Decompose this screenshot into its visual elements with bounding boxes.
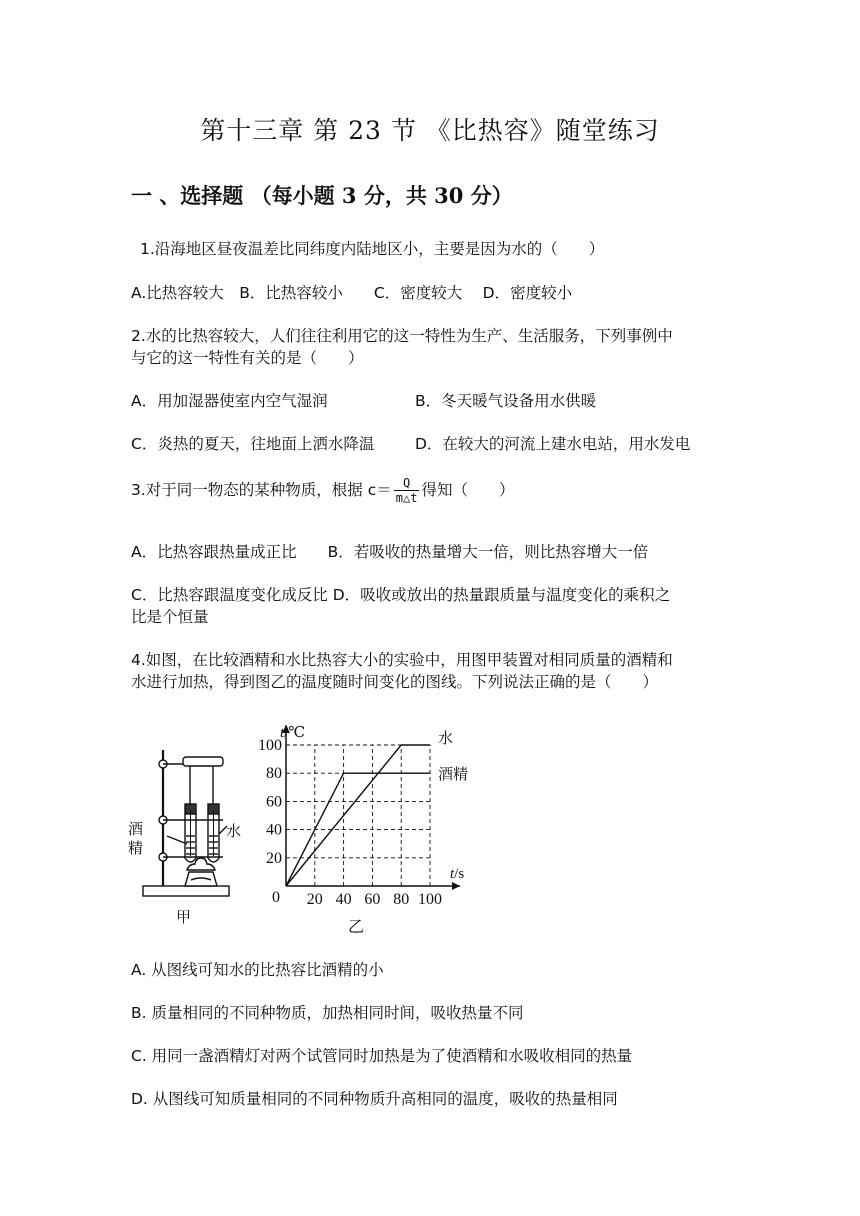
page-title: 第十三章 第 23 节 《比热容》随堂练习 — [200, 116, 660, 145]
q4-stem-line1: 4.如图，在比较酒精和水比热容大小的实验中，用图甲装置对相同质量的酒精和 — [131, 651, 673, 669]
q4-stem-line2: 水进行加热，得到图乙的温度随时间变化的图线。下列说法正确的是（ ） — [131, 673, 659, 691]
x-tick-label: 60 — [364, 891, 381, 908]
series-line-1 — [286, 745, 430, 886]
y-tick-label: 100 — [258, 737, 282, 754]
x-axis-arrow — [452, 882, 460, 890]
q1-stem: 1.沿海地区昼夜温差比同纬度内陆地区小，主要是因为水的（ ） — [140, 240, 605, 258]
y-tick-label: 80 — [266, 765, 282, 783]
x-axis-label: t/s — [450, 866, 465, 882]
x-tick-label: 40 — [335, 891, 352, 908]
q2-option-d: D．在较大的河流上建水电站，用水发电 — [415, 435, 691, 453]
y-tick-label: 40 — [266, 821, 282, 839]
q4-option-c: C. 用同一盏酒精灯对两个试管同时加热是为了使酒精和水吸收相同的热量 — [131, 1047, 633, 1065]
x-tick-label: 80 — [393, 891, 410, 908]
q3-options-cd-line2: 比是个恒量 — [131, 608, 209, 626]
y-tick-label: 60 — [266, 793, 282, 811]
figure-yi-chart — [250, 718, 490, 933]
caption-yi: 乙 — [347, 919, 365, 933]
q4-option-d: D. 从图线可知质量相同的不同种物质升高相同的温度，吸收的热量相同 — [131, 1090, 618, 1108]
q3-options-cd-line1: C．比热容跟温度变化成反比 D．吸收或放出的热量跟质量与温度变化的乘积之 — [131, 586, 671, 604]
label-alcohol-2: 精 — [128, 839, 144, 857]
section-heading: 一 、选择题 （每小题 3 分，共 30 分） — [131, 183, 513, 208]
series-label-1: 水 — [438, 731, 454, 747]
q2-stem-line1: 2.水的比热容较大，人们往往利用它的这一特性为生产、生活服务，下列事例中 — [131, 327, 673, 345]
y-tick-label: 20 — [266, 849, 282, 867]
q2-option-b: B．冬天暖气设备用水供暖 — [415, 392, 597, 410]
q4-option-b: B. 质量相同的不同种物质，加热相同时间，吸收热量不同 — [131, 1004, 524, 1022]
q3-stem — [131, 476, 514, 505]
q1-options: A.比热容较大 B．比热容较小 C．密度较大 D．密度较小 — [131, 284, 573, 302]
q2-option-a: A．用加湿器使室内空气湿润 — [131, 392, 328, 410]
q2-option-c: C．炎热的夏天，往地面上洒水降温 — [131, 435, 375, 453]
series-label-2: 酒精 — [438, 767, 469, 784]
label-alcohol-1: 酒 — [128, 820, 144, 838]
q3-options-ab: A．比热容跟热量成正比 B．若吸收的热量增大一倍，则比热容增大一倍 — [131, 543, 649, 561]
q4-option-a: A. 从图线可知水的比热容比酒精的小 — [131, 961, 384, 979]
q2-stem-line2: 与它的这一特性有关的是（ ） — [131, 349, 364, 367]
label-water: 水 — [226, 822, 242, 840]
stand-base — [143, 886, 229, 896]
caption-jia: 甲 — [176, 908, 192, 926]
fraction-denominator: m△t — [395, 491, 418, 505]
formula-fraction — [394, 476, 420, 505]
y-axis-label: t/℃ — [280, 725, 306, 741]
x-tick-label: 20 — [306, 891, 323, 908]
fraction-numerator: Q — [394, 476, 420, 491]
origin-label: 0 — [272, 889, 280, 906]
x-tick-label: 100 — [418, 891, 442, 908]
q3-stem-pre: 3.对于同一物态的某种物质，根据 c＝ — [131, 481, 392, 499]
q3-stem-post: 得知（ ） — [421, 481, 515, 499]
